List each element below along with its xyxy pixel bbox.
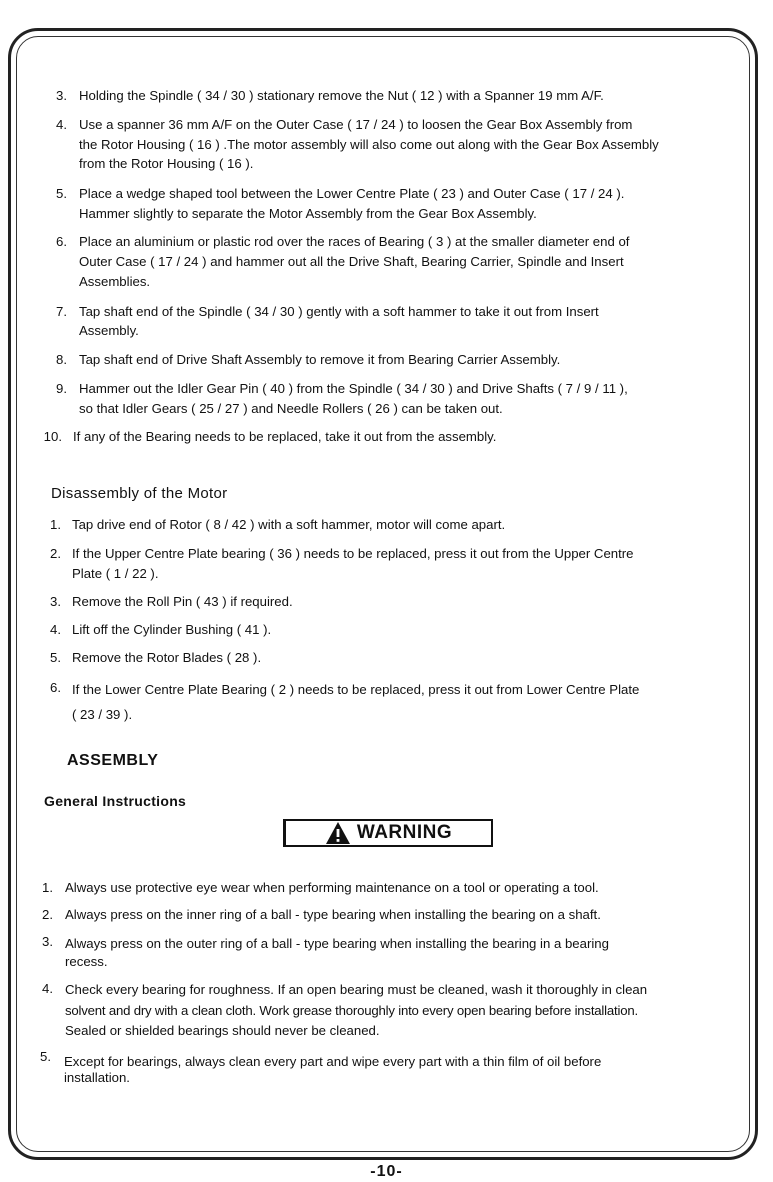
section-title-motor-disassembly: Disassembly of the Motor [51,485,228,502]
step-text: Assemblies. [79,274,151,289]
step-number: 10. [43,429,62,444]
step-text: Always use protective eye wear when performing maintenance on a tool or operating a tool. [65,880,599,895]
step-text: recess. [65,954,108,969]
step-number: 5. [50,650,61,665]
step-number: 7. [56,304,67,319]
step-text: Tap drive end of Rotor ( 8 / 42 ) with a soft hammer, motor will come apart. [72,517,506,532]
step-number: 3. [42,934,53,949]
step-text: Hammer out the Idler Gear Pin ( 40 ) from the Spindle ( 34 / 30 ) and Drive Shafts ( 7 / 9 / 11 ), [79,381,628,396]
step-text: Tap shaft end of the Spindle ( 34 / 30 ) gently with a soft hammer to take it out from Insert [79,304,599,319]
step-text: Hammer slightly to separate the Motor Assembly from the Gear Box Assembly. [79,206,537,221]
step-text: Place an aluminium or plastic rod over the races of Bearing ( 3 ) at the smaller diameter end of [79,234,630,249]
section-title-general-instructions: General Instructions [44,793,187,809]
step-text: Outer Case ( 17 / 24 ) and hammer out all the Drive Shaft, Bearing Carrier, Spindle and Insert [79,254,624,269]
step-text: Always press on the inner ring of a ball - type bearing when installing the bearing on a shaft. [65,907,601,922]
step-text: Holding the Spindle ( 34 / 30 ) stationary remove the Nut ( 12 ) with a Spanner 19 mm A/F. [79,88,604,103]
step-number: 4. [42,981,53,996]
step-text: Lift off the Cylinder Bushing ( 41 ). [72,622,272,637]
step-text: Place a wedge shaped tool between the Lower Centre Plate ( 23 ) and Outer Case ( 17 / 24 ). [79,186,625,201]
step-text: Always press on the outer ring of a ball - type bearing when installing the bearing in a bearing [65,936,609,951]
step-text: installation. [64,1070,130,1085]
step-number: 1. [50,517,61,532]
warning-banner [283,819,493,847]
step-text: Except for bearings, always clean every part and wipe every part with a thin film of oil before [64,1054,602,1069]
step-text: the Rotor Housing ( 16 ) .The motor assembly will also come out along with the Gear Box Assembly [79,137,659,152]
warning-label: WARNING [356,822,453,843]
page-number: -10- [370,1163,403,1180]
step-text: Remove the Roll Pin ( 43 ) if required. [72,594,293,609]
step-number: 2. [50,546,61,561]
step-number: 8. [56,352,67,367]
warning-triangle-icon [325,821,351,845]
step-text: If the Lower Centre Plate Bearing ( 2 ) needs to be replaced, press it out from Lower Centre Plate [72,682,640,697]
step-number: 6. [50,680,61,695]
step-number: 4. [50,622,61,637]
step-text: Check every bearing for roughness. If an open bearing must be cleaned, wash it thoroughly in clean [65,982,648,997]
step-text: Use a spanner 36 mm A/F on the Outer Case ( 17 / 24 ) to loosen the Gear Box Assembly from [79,117,633,132]
step-number: 9. [56,381,67,396]
step-number: 5. [56,186,67,201]
step-number: 1. [42,880,53,895]
step-text: Tap shaft end of Drive Shaft Assembly to remove it from Bearing Carrier Assembly. [79,352,561,367]
step-number: 2. [42,907,53,922]
step-number: 3. [56,88,67,103]
step-text: Remove the Rotor Blades ( 28 ). [72,650,262,665]
step-number: 6. [56,234,67,249]
step-text: ( 23 / 39 ). [72,707,133,722]
step-text: from the Rotor Housing ( 16 ). [79,156,254,171]
section-title-assembly: ASSEMBLY [67,752,159,769]
step-text: Assembly. [79,323,139,338]
step-text: solvent and dry with a clean cloth. Work grease thoroughly into every open bearing before installation. [65,1003,638,1018]
step-number: 3. [50,594,61,609]
step-text: If any of the Bearing needs to be replaced, take it out from the assembly. [73,429,497,444]
step-number: 4. [56,117,67,132]
step-text: Sealed or shielded bearings should never be cleaned. [65,1023,380,1038]
step-text: so that Idler Gears ( 25 / 27 ) and Needle Rollers ( 26 ) can be taken out. [79,401,503,416]
step-number: 5. [40,1049,51,1064]
step-text: If the Upper Centre Plate bearing ( 36 ) needs to be replaced, press it out from the Upper Centre [72,546,634,561]
step-text: Plate ( 1 / 22 ). [72,566,159,581]
